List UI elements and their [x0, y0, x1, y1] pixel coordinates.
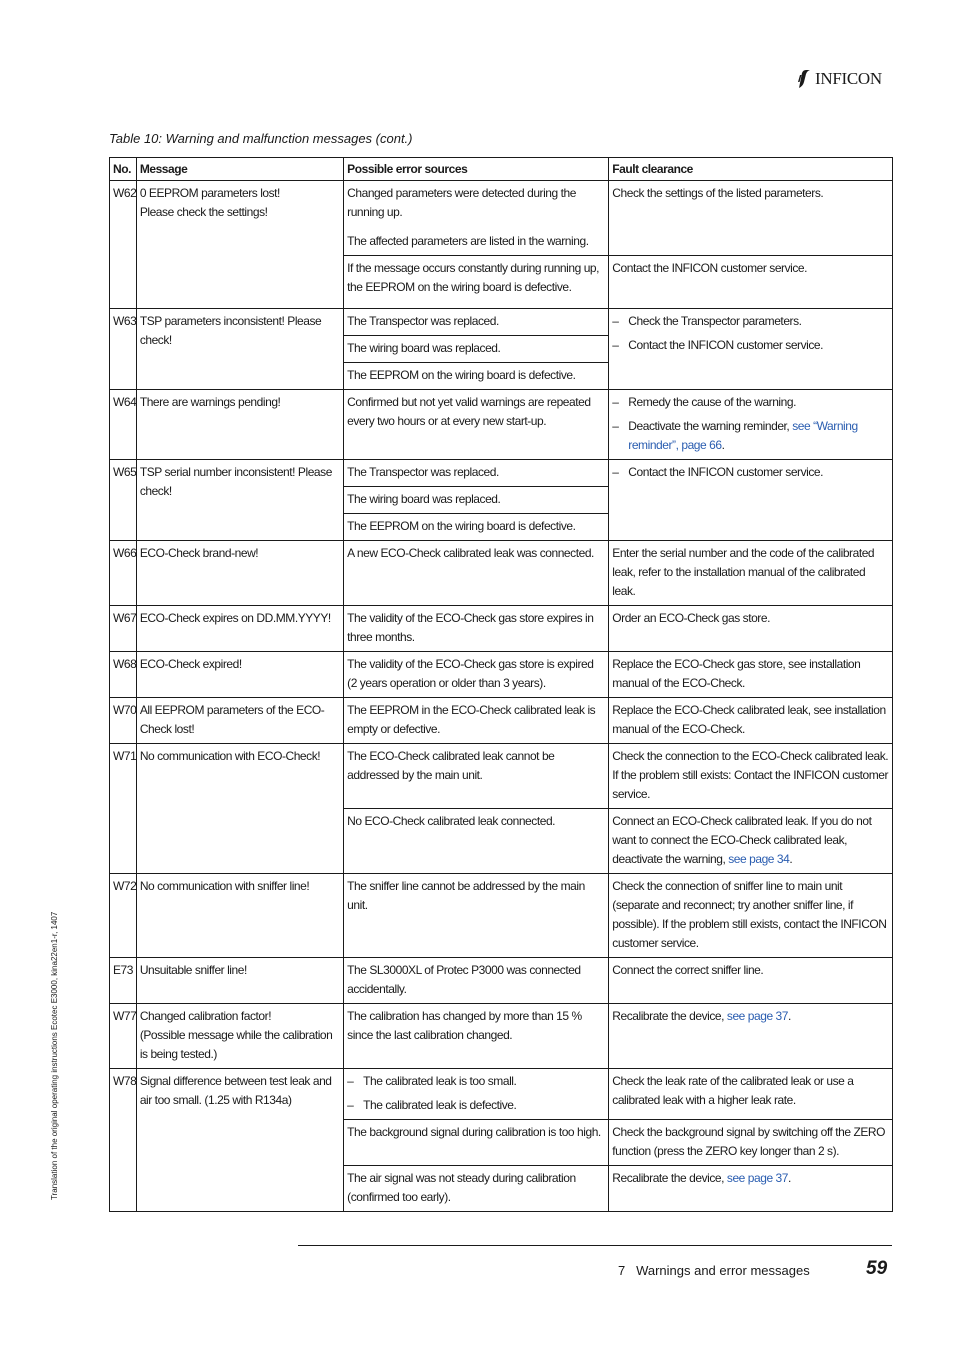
table-row	[110, 390, 893, 460]
row-number: W62	[110, 181, 137, 309]
table-header-row	[110, 158, 893, 181]
message-line: (Possible message while the calibration is being tested.)	[139, 1028, 333, 1061]
dash-item	[612, 312, 889, 331]
dash-text: The calibrated leak is defective.	[363, 1098, 517, 1112]
row-source: The sniffer line cannot be addressed by the main unit.	[344, 874, 609, 958]
see-page-37-link[interactable]: see page 37	[726, 1171, 788, 1185]
row-number: E73	[110, 958, 137, 1004]
row-source: The EEPROM on the wiring board is defective.	[344, 363, 609, 390]
row-source: The air signal was not steady during calibration (confirmed too early).	[344, 1166, 609, 1212]
dash-text: The calibrated leak is too small.	[363, 1074, 517, 1088]
message-line: 0 EEPROM parameters lost!	[139, 186, 280, 200]
table-row	[110, 1069, 893, 1120]
row-source: The SL3000XL of Protec P3000 was connected accidentally.	[344, 958, 609, 1004]
row-clearance: Check the connection of sniffer line to main unit (separate and reconnect; try another sniffer line, if possible). If the problem still exists, contact the INFICON customer service.	[609, 874, 893, 958]
row-clearance: Check the settings of the listed parameters.	[609, 181, 893, 256]
row-message: TSP parameters inconsistent! Please check!	[136, 309, 343, 390]
row-number: W68	[110, 652, 137, 698]
table-row	[110, 652, 893, 698]
row-clearance: Enter the serial number and the code of the calibrated leak, refer to the installation manual of the calibrated leak.	[609, 541, 893, 606]
row-message: No communication with sniffer line!	[136, 874, 343, 958]
row-message: ECO-Check expires on DD.MM.YYYY!	[136, 606, 343, 652]
row-message: TSP serial number inconsistent! Please check!	[136, 460, 343, 541]
dash-bullet: –	[612, 314, 619, 328]
message-line: Changed calibration factor!	[139, 1009, 272, 1023]
dash-bullet: –	[612, 465, 619, 479]
row-message: All EEPROM parameters of the ECO-Check lost!	[136, 698, 343, 744]
row-message: ECO-Check expired!	[136, 652, 343, 698]
dash-item	[347, 1072, 605, 1091]
see-page-34-link[interactable]: see page 34	[728, 852, 790, 866]
table-row	[110, 309, 893, 336]
row-number: W71	[110, 744, 137, 874]
row-message: Signal difference between test leak and air too small. (1.25 with R134a)	[136, 1069, 343, 1212]
row-source: No ECO-Check calibrated leak connected.	[344, 809, 609, 874]
row-message: No communication with ECO-Check!	[136, 744, 343, 874]
row-source: The EEPROM on the wiring board is defective.	[344, 514, 609, 541]
column-header-no: No.	[110, 158, 137, 181]
clearance-text: Connect an ECO-Check calibrated leak. If you do not want to connect the ECO-Check calibrated leak, deactivate the warning,	[612, 814, 872, 866]
dash-bullet: –	[612, 395, 619, 409]
row-clearance	[609, 309, 893, 390]
column-header-clearance: Fault clearance	[609, 158, 893, 181]
source-text: The affected parameters are listed in the warning.	[347, 234, 589, 248]
row-source: The validity of the ECO-Check gas store expires in three months.	[344, 606, 609, 652]
row-clearance: Connect the correct sniffer line.	[609, 958, 893, 1004]
column-header-sources: Possible error sources	[344, 158, 609, 181]
table-row	[110, 1004, 893, 1069]
row-source: The wiring board was replaced.	[344, 487, 609, 514]
row-number: W72	[110, 874, 137, 958]
see-page-37-link[interactable]: see page 37	[726, 1009, 788, 1023]
clearance-text: Recalibrate the device,	[612, 1171, 727, 1185]
warning-messages-table	[109, 157, 893, 1212]
row-source: The validity of the ECO-Check gas store is expired (2 years operation or older than 3 years).	[344, 652, 609, 698]
row-clearance: Replace the ECO-Check gas store, see installation manual of the ECO-Check.	[609, 652, 893, 698]
dash-item	[612, 417, 889, 455]
row-number: W67	[110, 606, 137, 652]
dash-item	[612, 393, 889, 412]
row-number: W63	[110, 309, 137, 390]
row-clearance	[609, 1166, 893, 1212]
row-clearance	[609, 809, 893, 874]
inficon-logo	[796, 68, 882, 90]
table-row	[110, 874, 893, 958]
clearance-text-end: .	[788, 1171, 791, 1185]
dash-bullet: –	[612, 419, 619, 433]
document-reference-note: Translation of the original operating instructions Ecotec E3000, kina22en1-r, 1407	[50, 911, 59, 1200]
row-clearance	[609, 390, 893, 460]
dash-bullet: –	[347, 1074, 354, 1088]
row-clearance: Order an ECO-Check gas store.	[609, 606, 893, 652]
row-clearance	[609, 460, 893, 541]
dash-text: Contact the INFICON customer service.	[628, 338, 824, 352]
row-message	[136, 181, 343, 309]
inficon-logo-mark-icon	[796, 69, 812, 89]
clearance-text-end: .	[721, 438, 725, 452]
dash-text: Check the Transpector parameters.	[628, 314, 802, 328]
row-source: The wiring board was replaced.	[344, 336, 609, 363]
dash-item	[612, 336, 889, 355]
dash-item	[612, 463, 889, 482]
row-source: The background signal during calibration is too high.	[344, 1120, 609, 1166]
table-row	[110, 181, 893, 256]
row-clearance: Contact the INFICON customer service.	[609, 256, 893, 309]
row-message: There are warnings pending!	[136, 390, 343, 460]
row-source	[344, 181, 609, 256]
row-source: The calibration has changed by more than 15 % since the last calibration changed.	[344, 1004, 609, 1069]
row-source: The Transpector was replaced.	[344, 460, 609, 487]
row-clearance: Replace the ECO-Check calibrated leak, see installation manual of the ECO-Check.	[609, 698, 893, 744]
row-clearance: Check the background signal by switching off the ZERO function (press the ZERO key longer than 2 s).	[609, 1120, 893, 1166]
table-row	[110, 744, 893, 809]
table-row	[110, 541, 893, 606]
row-number: W66	[110, 541, 137, 606]
row-source: The EEPROM in the ECO-Check calibrated leak is empty or defective.	[344, 698, 609, 744]
table-row	[110, 698, 893, 744]
row-number: W64	[110, 390, 137, 460]
column-header-message: Message	[136, 158, 343, 181]
row-message: ECO-Check brand-new!	[136, 541, 343, 606]
row-number: W65	[110, 460, 137, 541]
row-source: Confirmed but not yet valid warnings are repeated every two hours or at every new start-up.	[344, 390, 609, 460]
row-clearance: Check the leak rate of the calibrated leak or use a calibrated leak with a higher leak rate.	[609, 1069, 893, 1120]
row-number: W77	[110, 1004, 137, 1069]
row-source	[344, 1069, 609, 1120]
table-row	[110, 460, 893, 487]
table-row	[110, 606, 893, 652]
table-row	[110, 958, 893, 1004]
message-line: Please check the settings!	[139, 205, 268, 219]
row-message	[136, 1004, 343, 1069]
row-source: The ECO-Check calibrated leak cannot be addressed by the main unit.	[344, 744, 609, 809]
page-number: 59	[866, 1258, 888, 1279]
clearance-text-end: .	[788, 1009, 791, 1023]
clearance-text: Deactivate the warning reminder,	[628, 419, 793, 433]
dash-text: Contact the INFICON customer service.	[628, 465, 824, 479]
row-number: W70	[110, 698, 137, 744]
dash-bullet: –	[347, 1098, 354, 1112]
row-source: The Transpector was replaced.	[344, 309, 609, 336]
footer-divider	[298, 1245, 892, 1246]
row-source: A new ECO-Check calibrated leak was connected.	[344, 541, 609, 606]
table-caption: Table 10: Warning and malfunction messages (cont.)	[109, 131, 413, 146]
clearance-text: Recalibrate the device,	[612, 1009, 727, 1023]
row-clearance: Check the connection to the ECO-Check calibrated leak. If the problem still exists: Contact the INFICON customer service.	[609, 744, 893, 809]
clearance-text-end: .	[789, 852, 793, 866]
dash-item	[347, 1096, 605, 1115]
logo-text: INFICON	[815, 69, 882, 88]
row-clearance	[609, 1004, 893, 1069]
row-message: Unsuitable sniffer line!	[136, 958, 343, 1004]
source-text: Changed parameters were detected during the running up.	[347, 186, 576, 219]
dash-text: Remedy the cause of the warning.	[628, 395, 796, 409]
warning-reminder-link[interactable]: see “Warning reminder”, page 66	[628, 419, 858, 452]
footer-section-title: 7 Warnings and error messages	[618, 1263, 810, 1278]
row-number: W78	[110, 1069, 137, 1212]
row-source: If the message occurs constantly during running up, the EEPROM on the wiring board is defective.	[344, 256, 609, 309]
dash-bullet: –	[612, 338, 619, 352]
dash-text	[628, 417, 889, 455]
